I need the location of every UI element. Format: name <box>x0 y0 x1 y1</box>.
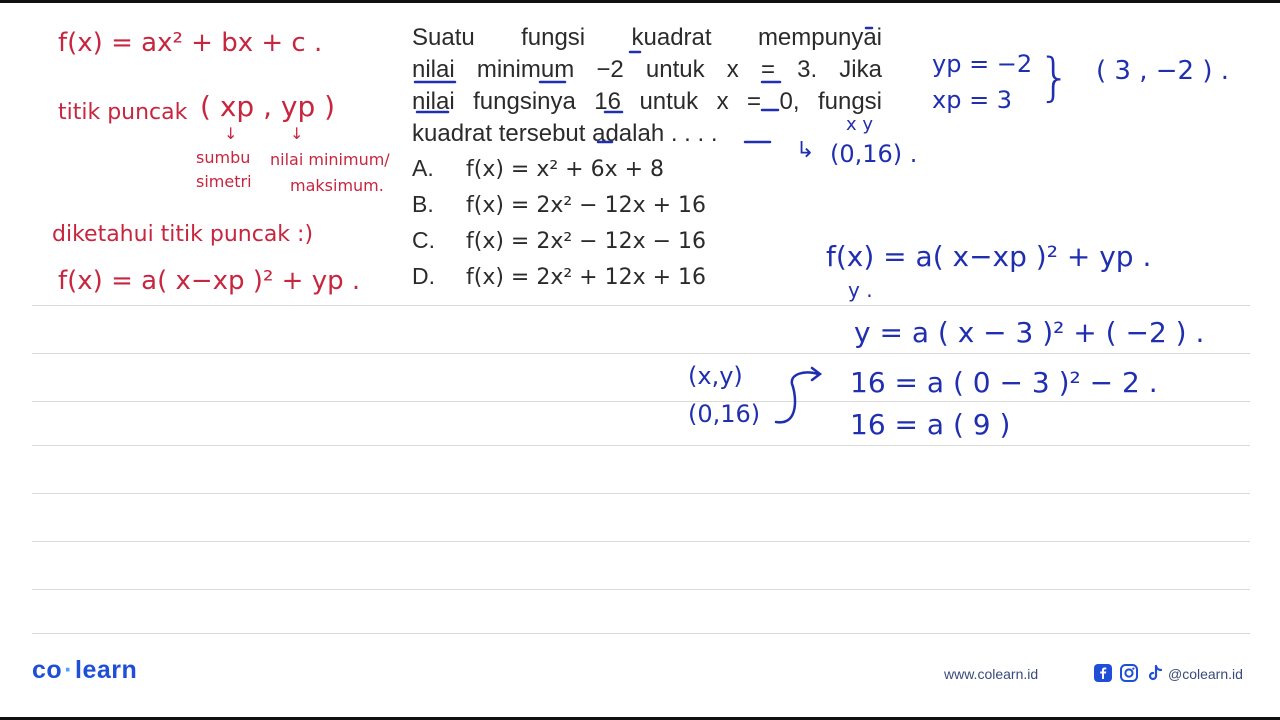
option-letter: B. <box>412 191 434 217</box>
vertex-point: ( 3 , −2 ) . <box>1096 56 1230 86</box>
ruled-line <box>32 305 1250 306</box>
ruled-line <box>32 589 1250 590</box>
step-3: 16 = a ( 9 ) <box>850 408 1011 441</box>
option-equation: f(x) = 2x² − 12x − 16 <box>466 229 707 254</box>
problem-line: nilai minimum −2 untuk x = 3. Jika <box>412 56 882 83</box>
given-point: (0,16) . <box>830 140 918 168</box>
vertex-form-work: f(x) = a( x−xp )² + yp . <box>826 240 1152 273</box>
ruled-line <box>32 401 1250 402</box>
ruled-line <box>32 541 1250 542</box>
ruled-line <box>32 493 1250 494</box>
y-label: y . <box>848 278 873 302</box>
logo-part: learn <box>75 656 138 684</box>
website-link[interactable]: www.colearn.id <box>944 666 1039 682</box>
ruled-line <box>32 633 1250 634</box>
option-equation: f(x) = 2x² − 12x + 16 <box>466 193 707 218</box>
xp-value: xp = 3 <box>932 86 1013 114</box>
vertex-form-note: f(x) = a( x−xp )² + yp . <box>58 266 361 296</box>
known-label: diketahui titik puncak :) <box>52 222 314 247</box>
brace-icon: } <box>1038 48 1072 108</box>
extreme-label: maksimum. <box>290 176 384 195</box>
option-equation: f(x) = 2x² + 12x + 16 <box>466 265 707 290</box>
option-equation: f(x) = x² + 6x + 8 <box>466 157 665 182</box>
facebook-icon[interactable] <box>1094 664 1112 682</box>
xy-header: x y <box>846 114 874 135</box>
step-1: y = a ( x − 3 )² + ( −2 ) . <box>854 316 1205 349</box>
arrow-down-icon: ↓ <box>290 124 304 143</box>
problem-line: kuadrat tersebut adalah . . . . <box>412 120 718 147</box>
logo-part: co <box>32 656 63 684</box>
vertex-label: titik puncak <box>58 100 188 125</box>
substitution-arrow-icon <box>770 364 830 428</box>
step-2: 16 = a ( 0 − 3 )² − 2 . <box>850 366 1158 399</box>
option-letter: C. <box>412 227 435 253</box>
option-letter: D. <box>412 263 435 289</box>
tiktok-icon[interactable] <box>1146 664 1164 682</box>
arrow-down-icon: ↓ <box>224 124 238 143</box>
option-letter: A. <box>412 155 434 181</box>
axis-label: simetri <box>196 172 252 191</box>
vertex-pair: ( xp , yp ) <box>200 90 336 123</box>
problem-line: nilai fungsinya 16 untuk x = 0, fungsi <box>412 88 882 115</box>
problem-line: Suatu fungsi kuadrat mempunyai <box>412 24 882 51</box>
extreme-label: nilai minimum/ <box>270 150 390 169</box>
general-form-note: f(x) = ax² + bx + c . <box>58 28 323 58</box>
pair-xy: (x,y) <box>688 362 743 390</box>
instagram-icon[interactable] <box>1120 664 1138 682</box>
yp-value: yp = −2 <box>932 50 1033 78</box>
axis-label: sumbu <box>196 148 251 167</box>
ruled-line <box>32 445 1250 446</box>
social-handle[interactable]: @colearn.id <box>1168 666 1243 682</box>
colearn-logo: co·learn <box>32 656 138 684</box>
hook-arrow-icon: ↳ <box>796 138 815 163</box>
ruled-line <box>32 353 1250 354</box>
pair-values: (0,16) <box>688 400 761 428</box>
